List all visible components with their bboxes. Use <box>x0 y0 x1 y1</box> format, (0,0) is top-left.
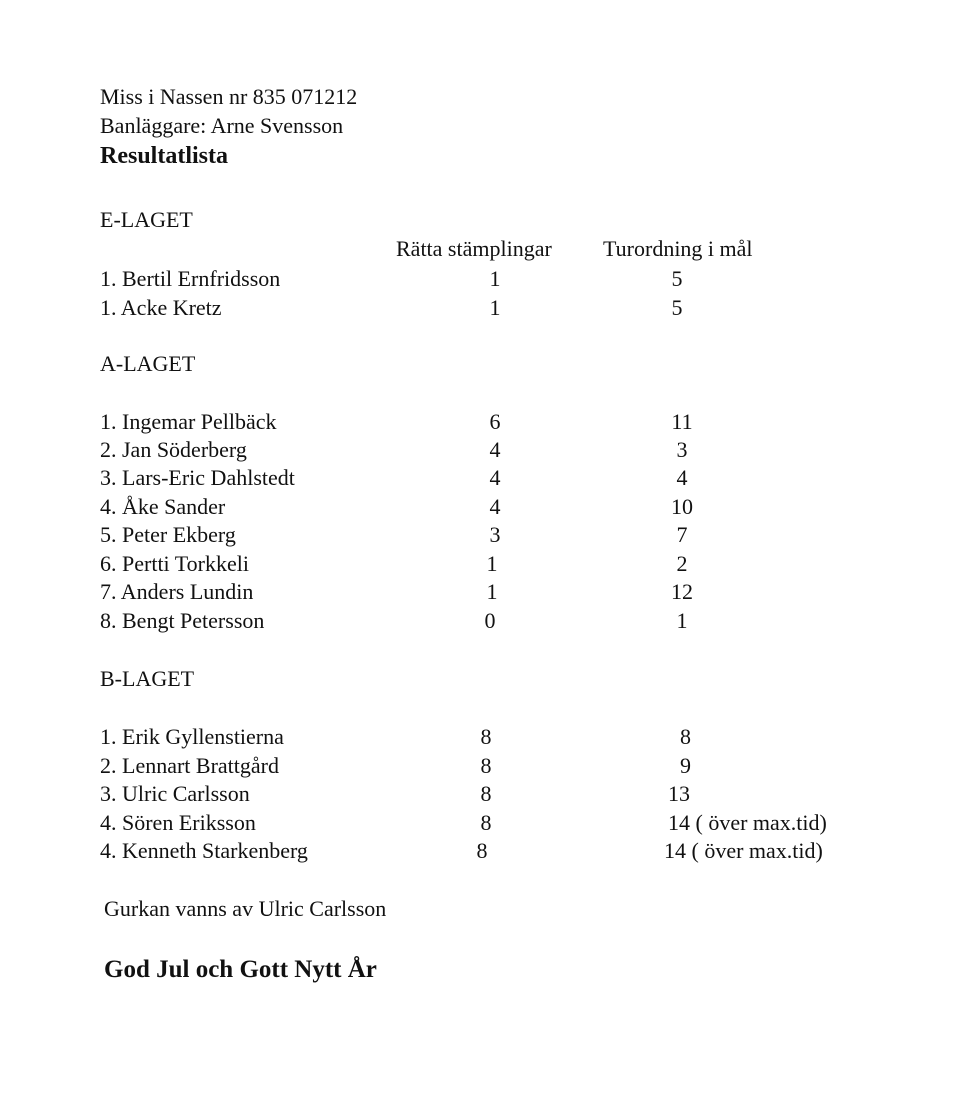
b-row-3-stamp: 8 <box>480 781 492 806</box>
a-row-7-name: 7. Anders Lundin <box>100 579 254 604</box>
a-row-8-stamp: 0 <box>484 608 496 633</box>
a-row-4-order: 10 <box>671 494 693 519</box>
b-row-1-name: 1. Erik Gyllenstierna <box>100 724 284 749</box>
a-row-2-name: 2. Jan Söderberg <box>100 437 247 462</box>
team-heading-e: E-LAGET <box>100 207 193 232</box>
a-row-3-name: 3. Lars-Eric Dahlstedt <box>100 465 295 490</box>
a-row-4-stamp: 4 <box>489 494 501 519</box>
b-row-3-order: 13 <box>668 781 690 806</box>
a-row-8-order: 1 <box>676 608 688 633</box>
a-row-6-name: 6. Pertti Torkkeli <box>100 551 249 576</box>
b-row-5-name: 4. Kenneth Starkenberg <box>100 838 308 863</box>
winner-note: Gurkan vanns av Ulric Carlsson <box>104 896 387 921</box>
b-row-1-order: 8 <box>680 724 691 749</box>
b-row-5-order: 14 ( över max.tid) <box>664 838 823 863</box>
team-heading-b: B-LAGET <box>100 666 195 691</box>
a-row-5-stamp: 3 <box>489 522 501 547</box>
a-row-1-name: 1. Ingemar Pellbäck <box>100 409 277 434</box>
a-row-6-order: 2 <box>676 551 688 576</box>
a-row-1-stamp: 6 <box>489 409 501 434</box>
page-title: Resultatlista <box>100 143 228 169</box>
a-row-2-stamp: 4 <box>489 437 501 462</box>
b-row-5-stamp: 8 <box>476 838 488 863</box>
e-row-2-name: 1. Acke Kretz <box>100 295 222 320</box>
a-row-8-name: 8. Bengt Petersson <box>100 608 265 633</box>
e-row-1-stamp: 1 <box>489 266 501 291</box>
a-row-5-order: 7 <box>676 522 688 547</box>
b-row-2-order: 9 <box>680 753 691 778</box>
a-row-1-order: 11 <box>671 409 693 434</box>
header-line-2: Banläggare: Arne Svensson <box>100 113 344 138</box>
column-header-order: Turordning i mål <box>603 236 753 261</box>
b-row-4-order: 14 ( över max.tid) <box>668 810 827 835</box>
b-row-1-stamp: 8 <box>480 724 492 749</box>
b-row-2-name: 2. Lennart Brattgård <box>100 753 279 778</box>
greeting: God Jul och Gott Nytt År <box>104 956 377 983</box>
a-row-3-stamp: 4 <box>489 465 501 490</box>
header-line-1: Miss i Nassen nr 835 071212 <box>100 84 358 109</box>
e-row-2-stamp: 1 <box>489 295 501 320</box>
a-row-7-order: 12 <box>671 579 693 604</box>
e-row-1-name: 1. Bertil Ernfridsson <box>100 266 281 291</box>
a-row-5-name: 5. Peter Ekberg <box>100 522 236 547</box>
b-row-4-stamp: 8 <box>480 810 492 835</box>
column-header-stamp: Rätta stämplingar <box>396 236 552 261</box>
b-row-2-stamp: 8 <box>480 753 492 778</box>
a-row-6-stamp: 1 <box>486 551 498 576</box>
e-row-1-order: 5 <box>671 266 683 291</box>
b-row-3-name: 3. Ulric Carlsson <box>100 781 250 806</box>
a-row-3-order: 4 <box>676 465 688 490</box>
team-heading-a: A-LAGET <box>100 351 196 376</box>
a-row-7-stamp: 1 <box>486 579 498 604</box>
e-row-2-order: 5 <box>671 295 683 320</box>
a-row-2-order: 3 <box>676 437 688 462</box>
a-row-4-name: 4. Åke Sander <box>100 494 226 519</box>
b-row-4-name: 4. Sören Eriksson <box>100 810 256 835</box>
